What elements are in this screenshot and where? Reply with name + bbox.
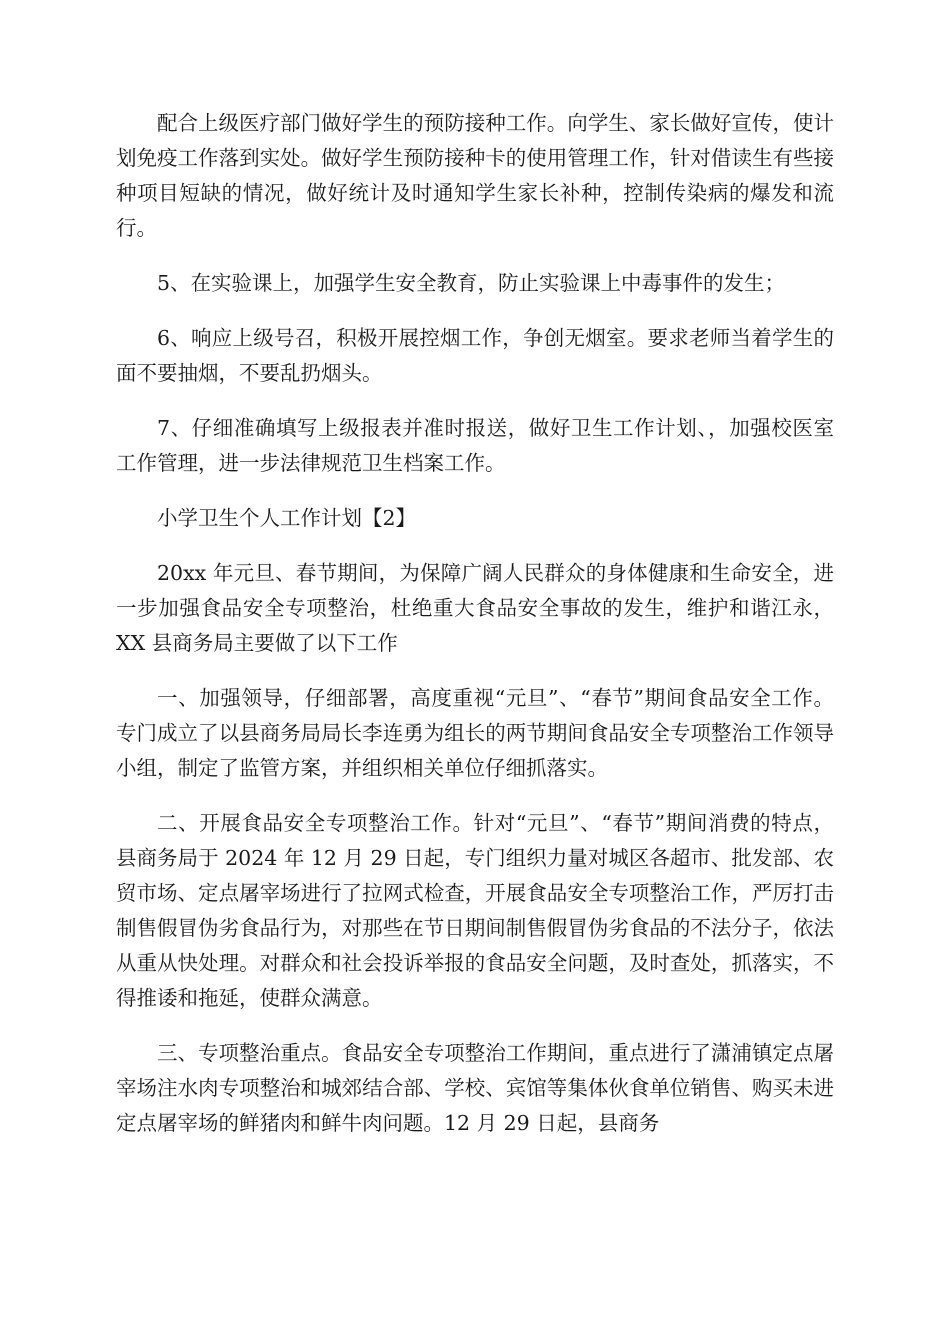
paragraph-section-2: 二、开展食品安全专项整治工作。针对“元旦”、“春节”期间消费的特点，县商务局于 2024 年 12 月 29 日起，专门组织力量对城区各超市、批发部、农贸市场、定点屠宰场进行了拉网式检查，开展食品安全专项整治工作，严厉打击制售假冒伪劣食品行为，对那些在节日期间制售假冒伪劣食品的不法分子，依法从重从快处理。对群众和社会投诉举报的食品安全问题，及时查处，抓落实，不得推诿和拖延，使群众满意。 xyxy=(116,811,834,1010)
paragraph-section-1: 一、加强领导，仔细部署，高度重视“元旦”、“春节”期间食品安全工作。专门成立了以县商务局局长李连勇为组长的两节期间食品安全专项整治工作领导小组，制定了监管方案，并组织相关单位仔细抓落实。 xyxy=(116,686,834,780)
paragraph-item-7: 7、仔细准确填写上级报表并准时报送，做好卫生工作计划、，加强校医室工作管理，进一步法律规范卫生档案工作。 xyxy=(116,416,834,475)
paragraph-item-5: 5、在实验课上，加强学生安全教育，防止实验课上中毒事件的发生； xyxy=(157,271,786,295)
paragraph-item-6: 6、响应上级号召，积极开展控烟工作，争创无烟室。要求老师当着学生的面不要抽烟，不要乱扔烟头。 xyxy=(116,326,834,385)
document-page xyxy=(116,106,834,1161)
paragraph-section-3: 三、专项整治重点。食品安全专项整治工作期间，重点进行了潇浦镇定点屠宰场注水肉专项整治和城郊结合部、学校、宾馆等集体伙食单位销售、购买未进定点屠宰场的鲜猪肉和鲜牛肉问题。12 月 29 日起，县商务 xyxy=(116,1041,834,1135)
paragraph-intro: 20xx 年元旦、春节期间，为保障广阔人民群众的身体健康和生命安全，进一步加强食品安全专项整治，杜绝重大食品安全事故的发生，维护和谐江永，XX 县商务局主要做了以下工作 xyxy=(116,561,834,655)
section-heading: 小学卫生个人工作计划【2】 xyxy=(157,506,417,530)
paragraph-immunization: 配合上级医疗部门做好学生的预防接种工作。向学生、家长做好宣传，使计划免疫工作落到实处。做好学生预防接种卡的使用管理工作，针对借读生有些接种项目短缺的情况，做好统计及时通知学生家长补种，控制传染病的爆发和流行。 xyxy=(116,111,834,240)
